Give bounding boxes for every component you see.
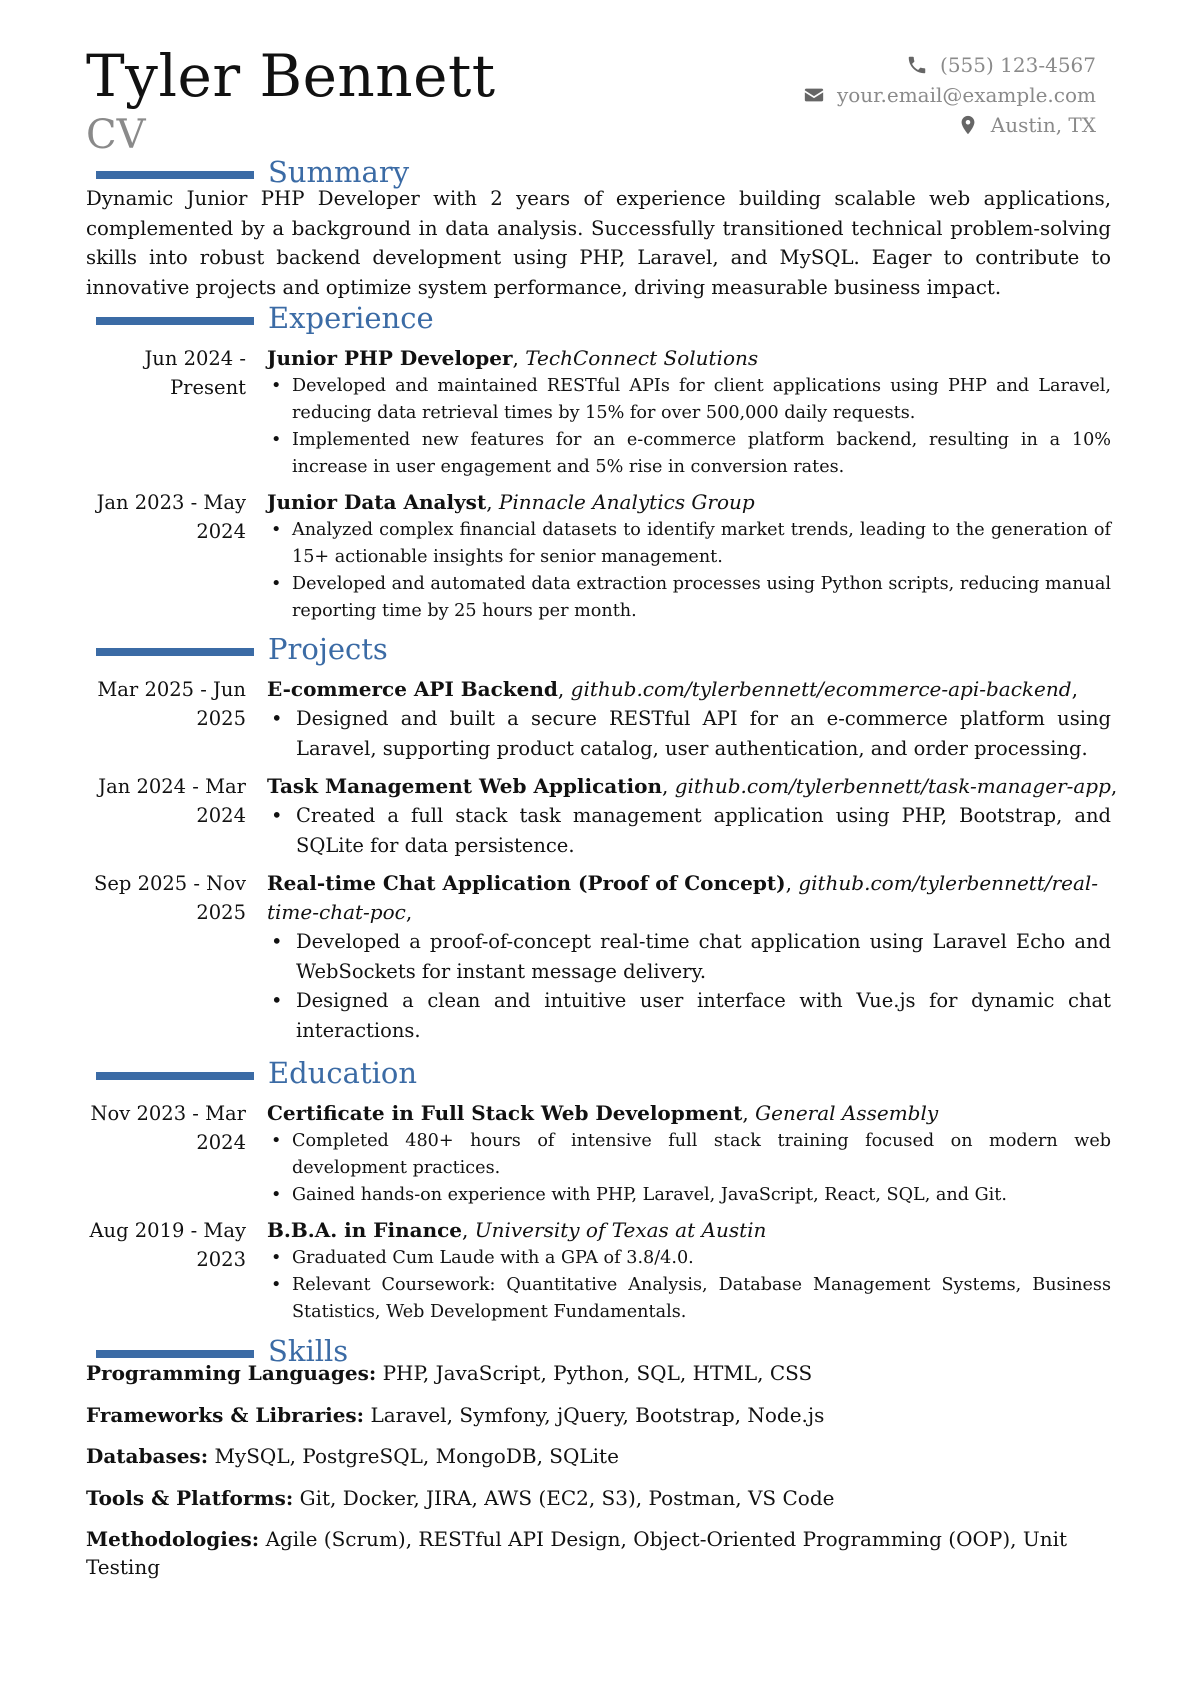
- entry-heading: Certificate in Full Stack Web Development, General Assembly: [267, 1101, 939, 1125]
- entry-bullets: [267, 1128, 1111, 1209]
- entry-date: Sep 2025 - Nov 2025: [93, 872, 246, 924]
- entry-heading: Real-time Chat Application (Proof of Concept), github.com/tylerbennett/real-time-chat-poc,: [267, 871, 1099, 924]
- contact-email: [803, 80, 1096, 110]
- skills-list: [86, 1359, 1111, 1595]
- bullet-item: • Developed and automated data extraction processes using Python scripts, reducing manual reporting time by 25 hours per month.: [267, 571, 1111, 625]
- email-link[interactable]: your.email@example.com: [836, 83, 1096, 107]
- entry-bullets: [267, 373, 1111, 481]
- skill-value: Laravel, Symfony, jQuery, Bootstrap, Node.js: [370, 1402, 825, 1427]
- contact-location: [803, 110, 1096, 140]
- section-title: Skills: [268, 1334, 349, 1368]
- entry-title: Task Management Web Application: [267, 774, 662, 798]
- entry-title: Junior Data Analyst: [267, 490, 487, 514]
- entry-org: University of Texas at Austin: [474, 1218, 767, 1242]
- section-education-heading: [96, 1055, 996, 1091]
- bullet-item: • Implemented new features for an e-commerce platform backend, resulting in a 10% increase in user engagement and 5% rise in conversion rates.: [267, 427, 1111, 481]
- bullet-item: • Created a full stack task management application using PHP, Bootstrap, and SQLite for data persistence.: [267, 801, 1111, 860]
- bullet-item: • Developed and maintained RESTful APIs for client applications using PHP and Laravel, reducing data retrieval times by 15% for over 500,000 daily requests.: [267, 373, 1111, 427]
- entry-title: Junior PHP Developer: [267, 346, 513, 370]
- section-accent-bar: [96, 171, 254, 179]
- candidate-name: Tyler Bennett: [86, 42, 496, 110]
- skill-row: [86, 1442, 1111, 1470]
- location-text: Austin, TX: [990, 113, 1096, 137]
- entry-heading: B.B.A. in Finance, University of Texas at Austin: [267, 1218, 767, 1242]
- bullet-item: • Analyzed complex financial datasets to identify market trends, leading to the generation of 15+ actionable insights for senior management.: [267, 517, 1111, 571]
- entry-bullets: [267, 517, 1111, 625]
- skill-value: MySQL, PostgreSQL, MongoDB, SQLite: [214, 1444, 619, 1468]
- bullet-item: • Developed a proof-of-concept real-time chat application using Laravel Echo and WebSockets for instant message delivery.: [267, 927, 1111, 986]
- entry-date: Jan 2024 - Mar 2024: [98, 775, 246, 827]
- skill-row: [86, 1359, 1111, 1387]
- phone-icon: [906, 54, 928, 76]
- entry-date: Jun 2024 - Present: [144, 347, 246, 399]
- project-link[interactable]: github.com/tylerbennett/task-manager-app: [674, 774, 1111, 798]
- project-link[interactable]: github.com/tylerbennett/real-time-chat-poc: [267, 871, 1099, 924]
- skill-label: Databases:: [86, 1444, 209, 1468]
- bullet-item: • Designed a clean and intuitive user interface with Vue.js for dynamic chat interactions.: [267, 986, 1111, 1045]
- envelope-icon: [803, 84, 825, 106]
- bullet-item: • Designed and built a secure RESTful API for an e-commerce platform using Laravel, supporting product catalog, user authentication, and order processing.: [267, 704, 1111, 763]
- document-label: CV: [86, 112, 146, 158]
- entry-heading: Junior PHP Developer, TechConnect Solutions: [267, 346, 759, 370]
- entry-bullets: [267, 927, 1111, 1045]
- entry-title: Real-time Chat Application (Proof of Concept): [267, 871, 786, 895]
- section-experience-heading: [96, 300, 996, 336]
- section-accent-bar: [96, 1072, 254, 1080]
- skill-label: Programming Languages:: [86, 1361, 377, 1385]
- bullet-item: • Graduated Cum Laude with a GPA of 3.8/4.0.: [267, 1245, 1111, 1272]
- entry-org: Pinnacle Analytics Group: [498, 490, 755, 514]
- project-link[interactable]: github.com/tylerbennett/ecommerce-api-backend: [570, 677, 1072, 701]
- entry-heading: Task Management Web Application, github.com/tylerbennett/task-manager-app,: [267, 774, 1118, 798]
- skill-value: Git, Docker, JIRA, AWS (EC2, S3), Postman, VS Code: [299, 1485, 835, 1510]
- entry-title: E-commerce API Backend: [267, 677, 558, 701]
- map-pin-icon: [957, 114, 979, 136]
- cv-header: [86, 40, 1096, 160]
- section-accent-bar: [96, 648, 254, 656]
- entry-date: Jan 2023 - May 2024: [96, 491, 246, 543]
- entry-date: Nov 2023 - Mar 2024: [90, 1102, 246, 1154]
- entry-bullets: [267, 704, 1111, 763]
- entry-bullets: [267, 801, 1111, 860]
- skill-label: Frameworks & Libraries:: [86, 1402, 365, 1427]
- entry-date: Aug 2019 - May 2023: [89, 1219, 246, 1271]
- section-title: Experience: [268, 301, 434, 335]
- entry-date: Mar 2025 - Jun 2025: [97, 678, 246, 730]
- skill-label: Tools & Platforms:: [86, 1485, 294, 1510]
- section-title: Education: [268, 1056, 418, 1090]
- entry-heading: Junior Data Analyst, Pinnacle Analytics Group: [267, 490, 755, 514]
- skill-label: Methodologies:: [86, 1527, 260, 1551]
- section-accent-bar: [96, 1350, 254, 1358]
- entry-bullets: [267, 1245, 1111, 1326]
- summary-text: Dynamic Junior PHP Developer with 2 years of experience building scalable web applications, complemented by a background in data analysis. Successfully transitioned technical problem-solving skills into robust backend development using PHP, Laravel, and MySQL. Eager to contribute to innovative projects and optimize system performance, driving measurable business impact.: [86, 187, 1111, 299]
- skill-row: [86, 1525, 1111, 1581]
- section-title: Summary: [268, 155, 410, 189]
- section-accent-bar: [96, 317, 254, 325]
- section-title: Projects: [268, 632, 388, 666]
- skill-row: [86, 1401, 1111, 1429]
- entry-title: Certificate in Full Stack Web Development: [267, 1101, 743, 1125]
- entry-heading: E-commerce API Backend, github.com/tylerbennett/ecommerce-api-backend,: [267, 677, 1078, 701]
- skill-row: [86, 1484, 1111, 1512]
- phone-text: (555) 123-4567: [940, 53, 1096, 77]
- entry-org: TechConnect Solutions: [525, 346, 759, 370]
- section-projects-heading: [96, 631, 996, 667]
- skill-value: PHP, JavaScript, Python, SQL, HTML, CSS: [382, 1361, 813, 1385]
- entry-org: General Assembly: [755, 1101, 939, 1125]
- bullet-item: • Relevant Coursework: Quantitative Analysis, Database Management Systems, Business Statistics, Web Development Fundamentals.: [267, 1272, 1111, 1326]
- bullet-item: • Completed 480+ hours of intensive full stack training focused on modern web development practices.: [267, 1128, 1111, 1182]
- entry-title: B.B.A. in Finance: [267, 1218, 463, 1242]
- contact-block: [803, 50, 1096, 140]
- skill-value: Agile (Scrum), RESTful API Design, Object-Oriented Programming (OOP), Unit Testing: [86, 1527, 1068, 1579]
- contact-phone: [803, 50, 1096, 80]
- bullet-item: • Gained hands-on experience with PHP, Laravel, JavaScript, React, SQL, and Git.: [267, 1182, 1111, 1209]
